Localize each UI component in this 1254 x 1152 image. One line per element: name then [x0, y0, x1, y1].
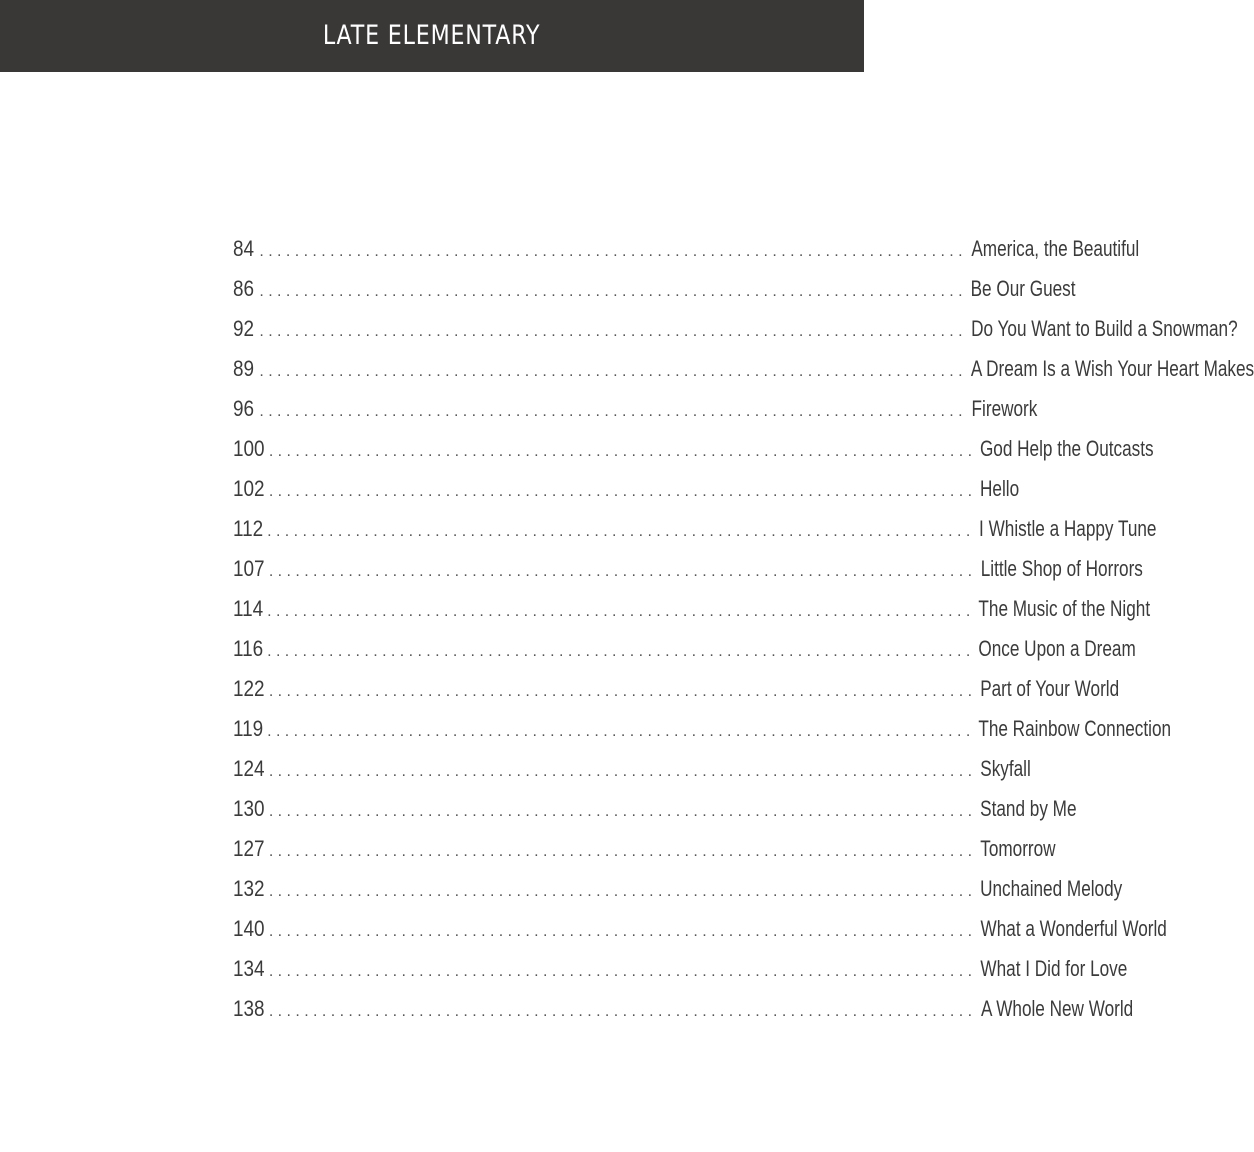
toc-entry: [233, 956, 1128, 996]
toc-song-title: Hello: [980, 476, 1020, 501]
toc-page-number: 96: [233, 396, 255, 421]
toc-dot-leader: ................................................................................: [268, 483, 977, 500]
toc-page-number: 107: [233, 556, 265, 581]
section-header-bar: [0, 0, 864, 72]
toc-page-number: 122: [233, 676, 265, 701]
toc-entry: [233, 796, 1077, 836]
toc-page-number: 124: [233, 756, 265, 781]
toc-page-number: 102: [233, 476, 265, 501]
toc-page-number: 119: [233, 716, 264, 741]
toc-song-title: God Help the Outcasts: [980, 436, 1154, 461]
toc-song-title: Part of Your World: [980, 676, 1120, 701]
toc-song-title: Firework: [971, 396, 1037, 421]
toc-song-title: America, the Beautiful: [971, 236, 1139, 261]
toc-page-number: 138: [233, 996, 265, 1021]
toc-dot-leader: ................................................................................: [259, 243, 967, 260]
toc-song-title: Unchained Melody: [980, 876, 1123, 901]
toc-entry: [233, 236, 1139, 276]
toc-song-title: Stand by Me: [980, 796, 1077, 821]
toc-dot-leader: ................................................................................: [268, 843, 977, 860]
toc-entry: [233, 396, 1037, 436]
toc-song-title: Tomorrow: [980, 836, 1056, 861]
toc-song-title: Little Shop of Horrors: [980, 556, 1143, 581]
toc-song-title: A Whole New World: [980, 996, 1133, 1021]
toc-entry: [233, 316, 1238, 356]
toc-page-number: 114: [233, 596, 264, 621]
toc-page-number: 89: [233, 356, 255, 381]
toc-page-number: 134: [233, 956, 265, 981]
toc-entry: [233, 716, 1172, 756]
toc-dot-leader: ................................................................................: [268, 563, 977, 580]
toc-entry: [233, 356, 1254, 396]
table-of-contents: [233, 236, 1254, 1036]
toc-entry: [233, 996, 1133, 1036]
toc-entry: [233, 756, 1031, 796]
toc-dot-leader: ................................................................................: [268, 883, 977, 900]
toc-song-title: The Music of the Night: [978, 596, 1151, 621]
toc-dot-leader: ................................................................................: [259, 403, 967, 420]
toc-dot-leader: ................................................................................: [268, 683, 977, 700]
toc-page-number: 84: [233, 236, 255, 261]
toc-song-title: Do You Want to Build a Snowman?: [970, 316, 1238, 341]
toc-song-title: What I Did for Love: [980, 956, 1128, 981]
toc-dot-leader: ................................................................................: [268, 803, 977, 820]
toc-entry: [233, 916, 1167, 956]
toc-song-title: What a Wonderful World: [980, 916, 1167, 941]
toc-page-number: 140: [233, 916, 265, 941]
toc-page-number: 112: [233, 516, 264, 541]
toc-dot-leader: ................................................................................: [267, 603, 975, 620]
toc-dot-leader: ................................................................................: [268, 443, 977, 460]
toc-song-title: Be Our Guest: [970, 276, 1076, 301]
toc-entry: [233, 476, 1020, 516]
toc-entry: [233, 836, 1056, 876]
toc-dot-leader: ................................................................................: [259, 363, 967, 380]
toc-page-number: 132: [233, 876, 265, 901]
toc-entry: [233, 636, 1137, 676]
toc-song-title: Skyfall: [980, 756, 1031, 781]
toc-dot-leader: ................................................................................: [259, 323, 967, 340]
toc-page-number: 116: [233, 636, 264, 661]
toc-entry: [233, 596, 1151, 636]
section-title: LATE ELEMENTARY: [323, 19, 541, 51]
toc-entry: [233, 516, 1157, 556]
toc-dot-leader: ................................................................................: [268, 963, 977, 980]
toc-dot-leader: ................................................................................: [268, 1003, 977, 1020]
toc-song-title: A Dream Is a Wish Your Heart Makes: [971, 356, 1254, 381]
toc-page-number: 92: [233, 316, 255, 341]
toc-dot-leader: ................................................................................: [267, 723, 975, 740]
toc-song-title: Once Upon a Dream: [978, 636, 1137, 661]
toc-dot-leader: ................................................................................: [267, 643, 975, 660]
toc-song-title: I Whistle a Happy Tune: [978, 516, 1157, 541]
toc-entry: [233, 876, 1123, 916]
toc-dot-leader: ................................................................................: [267, 523, 975, 540]
toc-dot-leader: ................................................................................: [268, 923, 977, 940]
toc-entry: [233, 676, 1120, 716]
toc-page-number: 127: [233, 836, 265, 861]
toc-song-title: The Rainbow Connection: [978, 716, 1172, 741]
toc-page-number: 130: [233, 796, 265, 821]
toc-entry: [233, 436, 1154, 476]
toc-page-number: 86: [233, 276, 255, 301]
toc-dot-leader: ................................................................................: [268, 763, 977, 780]
toc-entry: [233, 276, 1076, 316]
toc-page-number: 100: [233, 436, 265, 461]
toc-entry: [233, 556, 1143, 596]
toc-dot-leader: ................................................................................: [259, 283, 967, 300]
